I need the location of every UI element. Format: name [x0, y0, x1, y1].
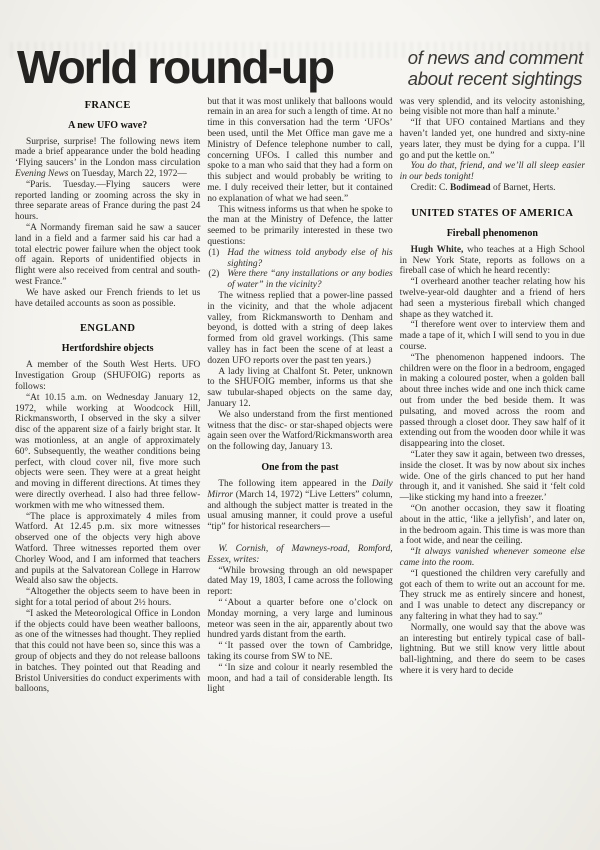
paragraph: “I overheard another teacher relating how his twelve-year-old daughter and a friend of hers had seen a mysterious fireball which changed shape as they watched it.: [399, 277, 585, 320]
paragraph: “If that UFO contained Martians and they haven’t landed yet, one hundred and sixty-nine years later, they must be dying for a cuppa. I’ll go and put the kettle on.”: [399, 118, 585, 161]
list-marker: (1): [208, 247, 220, 258]
paragraph: Normally, one would say that the above was an interesting but entirely typical case of ball-lightning. But we still know very little about ball-lightning, and there do seem to be cases where it is very hard to decide: [399, 622, 585, 676]
paragraph: W. Cornish, of Mawneys-road, Romford, Essex, writes:: [207, 543, 393, 565]
paragraph: “ ‘In size and colour it nearly resembled the moon, and had a tail of considerable length. Its light: [207, 662, 393, 695]
paragraph: “It always vanished whenever someone else came into the room.: [399, 547, 585, 568]
article-heading: One from the past: [261, 461, 339, 473]
paragraph: This witness informs us that when he spoke to the man at the Ministry of Defence, the latter seemed to be primarily interested in these two questions:: [207, 204, 393, 248]
paragraph: A lady living at Chalfont St. Peter, unknown to the SHUFOIG member, informs us that she saw tubular-shaped objects on the same day, January 12.: [207, 366, 393, 409]
paragraph: “On another occasion, they saw it floating about in the attic, ‘like a jellyfish’, and later on, in the bedroom again. This time is was more than a foot wide, and near the ceiling.: [399, 503, 585, 547]
page-subtitle: [408, 47, 583, 90]
paragraph: A member of the South West Herts. UFO Investigation Group (SHUFOIG) reports as follows:: [15, 360, 201, 393]
paragraph: “ ‘About a quarter before one o’clock on Monday morning, a very large and luminous meteor was seen in the air, apparently about two hundred yards distant from the earth.: [207, 597, 393, 641]
article-heading: Hertfordshire objects: [61, 343, 154, 355]
paragraph: “I therefore went over to interview them and made a tape of it, which I will send to you in due course.: [399, 320, 585, 353]
column-1: [15, 97, 200, 807]
paragraph: “I asked the Meteorological Office in London if the objects could have been weather balloons, as one of the witnesses had thought. They replied that this could not have been so, since this was a group of objects and they do not release balloons in batches. They pointed out that Reading and Bristol Universities do conduct experiments with balloons,: [15, 608, 201, 695]
paragraph: The witness replied that a power-line passed in the vicinity, and that the whole adjacent valley, from Rickmansworth to Denham and beyond, is dotted with a string of deep lakes formed from old gravel workings. (This same valley has in fact been the scene of at least a dozen UFO reports over the past ten years.): [207, 291, 393, 366]
paragraph: “I questioned the children very carefully and got each of them to write out an account for me. They struck me as entirely sincere and honest, and I was unable to detect any discrepancy or any faltering in what they had to say.”: [399, 568, 585, 622]
column-3: [400, 97, 585, 807]
section-heading: FRANCE: [84, 99, 131, 111]
column-2: [207, 97, 392, 807]
subtitle-line-2: about recent sightings: [407, 67, 583, 89]
page-header: [15, 41, 585, 93]
paragraph: “While browsing through an old newspaper dated May 19, 1803, I came across the following report:: [207, 565, 393, 598]
paragraph: We also understand from the first mentioned witness that the disc- or star-shaped objects were again seen over the Watford/Rickmansworth area on the following day, January 13.: [207, 409, 393, 453]
list-marker: (2): [208, 269, 220, 280]
section-heading: UNITED STATES OF AMERICA: [411, 207, 574, 219]
paragraph: “At 10.15 a.m. on Wednesday January 12, 1972, while working at Woodcock Hill, Rickmansworth, I observed in the sky a silver disc of the apparent size of a fairly bright star. It was motionless, at an angle of approximately 60°. Subsequently, the weather conditions being perfect, with cloud cover nil, five more such objects were seen. They were at a great height and moving in different directions. At times they were directly overhead. I also had three fellow-workmen with me who witnessed them.: [15, 392, 201, 511]
subtitle-line-1: of news and comment: [407, 46, 583, 68]
paragraph: Surprise, surprise! The following news item made a brief appearance under the bold heading ‘Flying saucers’ in the London mass circulation Evening News on Tuesday, March 22, 1972—: [15, 136, 201, 180]
paragraph: “ ‘It passed over the town of Cambridge, taking its course from SW to NE.: [207, 641, 393, 662]
paragraph: but that it was most unlikely that balloons would remain in an area for such a length of time. At no time in this conversation had the term ‘UFOs’ been used, until the Met Office man gave me a Ministry of Defence telephone number to call, concerning UFOs. I called this number and spoke to a man who said that they had a form on this subject and would probably be writing to me. I duly received their letter, but it contained no explanation of what we had seen.”: [207, 96, 393, 204]
list-item: (1) Had the witness told anybody else of his sighting?: [208, 247, 393, 269]
paragraph: The following item appeared in the Daily Mirror (March 14, 1972) “Live Letters” column, and although the subject matter is treated in the usual amusing manner, it could prove a useful “tip” for historical researchers—: [207, 478, 393, 533]
paragraph: was very splendid, and its velocity astonishing, being visible not more than half a minute.’: [399, 96, 585, 118]
paragraph: “Altogether the objects seem to have been in sight for a total period of about 2½ hours.: [15, 587, 201, 608]
article-heading: A new UFO wave?: [68, 119, 148, 131]
paragraph: “The phenomenon happened indoors. The children were on the floor in a bedroom, engaged in making a coloured poster, when a golden ball about three inches wide and one inch thick came out from under the bed beside them. It was pulsating, and moved across the room and passed through a closet door. They saw half of it extending out from the wooden door while it was disappearing into the closet.: [399, 352, 585, 450]
article-heading: Fireball phenomenon: [446, 227, 538, 239]
article-columns: [15, 97, 585, 807]
paragraph: “A Normandy fireman said he saw a saucer land in a field and a farmer said his car had a total electric power failure when the object took off again. Reports of unidentified objects in flight were also received from central and south-west France.”: [15, 223, 201, 288]
paragraph: We have asked our French friends to let us have detailed accounts as soon as possible.: [15, 287, 201, 309]
paragraph: “Later they saw it again, between two dresses, inside the closet. It was by now about six inches wide. One of the girls chanced to put her hand through it, and it vanished. She said it ‘felt cold—like sticking my hand into a freezer.’: [399, 450, 585, 504]
paragraph: “The place is approximately 4 miles from Watford. At 12.45 p.m. six more witnesses observed one of the objects very high above Watford. Three witnesses reported them over Chorley Wood, and I am informed that teachers and pupils at the Salvatorean College in Harrow Weald also saw the objects.: [15, 511, 201, 587]
paragraph: Credit: C. Bodimead of Barnet, Herts.: [410, 183, 556, 194]
paragraph: You do that, friend, and we’ll all sleep easier in our beds tonight!: [399, 161, 585, 183]
list-item: (2) Were there “any installations or any bodies of water” in the vicinity?: [208, 269, 393, 291]
section-heading: ENGLAND: [80, 323, 136, 335]
page-title: World round-up: [17, 41, 334, 93]
paragraph: “Paris. Tuesday.—Flying saucers were reported landing or zooming across the sky in three separate areas of France during the past 24 hours.: [15, 179, 201, 223]
paragraph: Hugh White, who teaches at a High School in New York State, reports as follows on a fireball case of which he heard recently:: [399, 244, 585, 277]
